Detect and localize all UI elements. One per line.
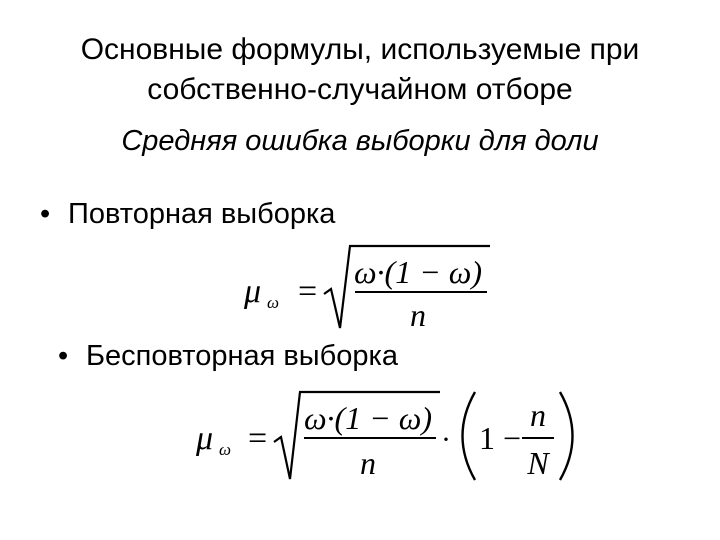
bullet-label: Бесповторная выборка — [86, 340, 398, 372]
bullet-marker: • — [40, 198, 51, 230]
omega-subscript: ω — [219, 440, 232, 459]
mu-symbol: μ — [244, 273, 262, 310]
factor-numerator: n — [530, 397, 546, 433]
right-parenthesis — [560, 392, 573, 480]
equals-sign: = — [248, 420, 268, 457]
factor-one-minus: 1 − — [479, 420, 522, 456]
formula-repeat-svg — [240, 236, 500, 336]
formula-nonrepeat-svg — [192, 384, 584, 488]
denominator: n — [360, 445, 376, 481]
bullet-marker: • — [58, 340, 69, 372]
numerator: ω·(1 − ω) — [353, 254, 483, 290]
title-line-1: Основные формулы, используемые при — [80, 33, 640, 66]
title-line-2: собственно-случайном отборе — [147, 73, 573, 106]
formula-nonrepeat-sampling — [192, 384, 584, 488]
formula-repeat-sampling — [240, 236, 500, 336]
slide-title — [0, 30, 720, 110]
factor-denominator: N — [527, 445, 549, 481]
omega-subscript: ω — [267, 293, 280, 312]
mu-symbol: μ — [196, 420, 214, 457]
denominator: n — [410, 297, 426, 333]
bullet-nonrepeat-sampling — [58, 338, 398, 374]
equals-sign: = — [298, 273, 318, 310]
bullet-repeat-sampling — [40, 196, 335, 232]
numerator: ω·(1 − ω) — [303, 400, 433, 436]
bullet-label: Повторная выборка — [68, 198, 336, 230]
multiplication-dot: · — [441, 423, 451, 456]
left-parenthesis — [463, 392, 476, 480]
slide-subtitle: Средняя ошибка выборки для доли — [121, 125, 599, 157]
